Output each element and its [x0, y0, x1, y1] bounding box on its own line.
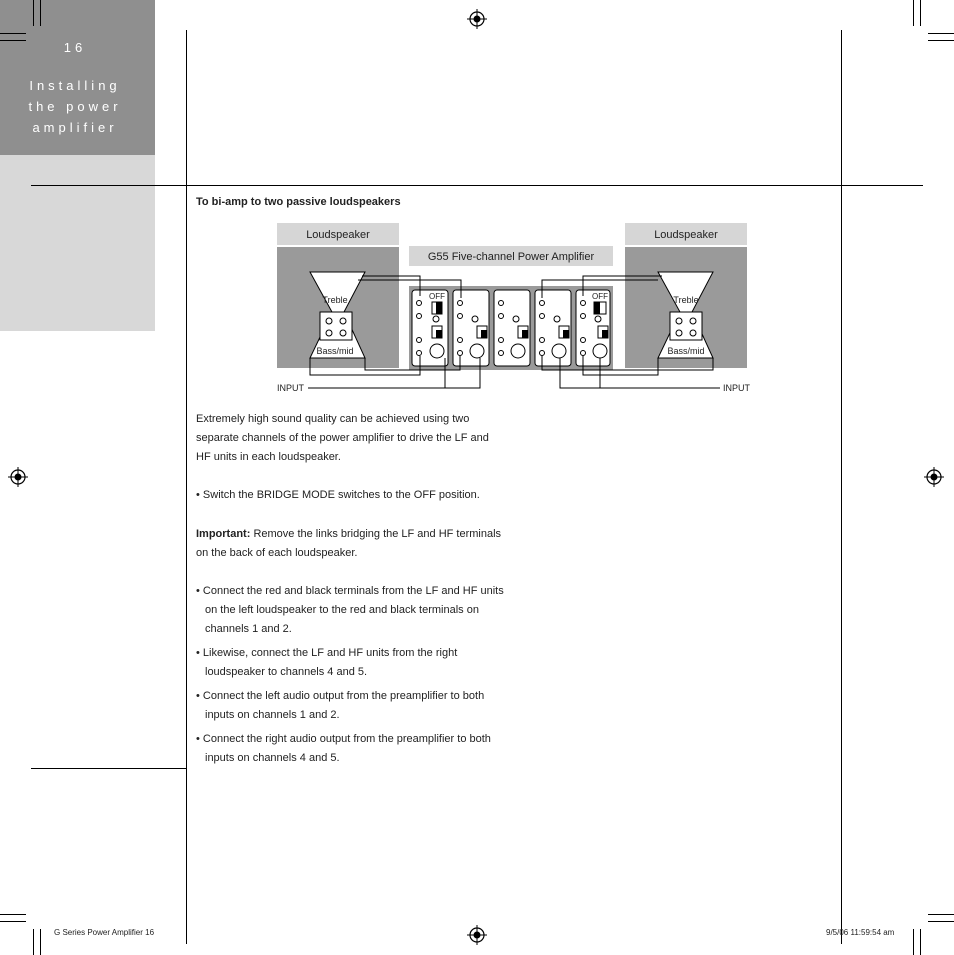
registration-mark-icon [8, 467, 28, 487]
footer-rule [31, 768, 186, 769]
wiring-diagram [270, 220, 755, 400]
important-note [196, 525, 506, 563]
off-label-1: OFF [429, 292, 445, 301]
list-item: • Connect the left audio output from the preamplifier to both inputs on channels 1 and 2. [196, 690, 485, 721]
registration-mark-icon [924, 467, 944, 487]
section-title-line-3: amplifier [32, 120, 118, 135]
crop-mark [913, 929, 914, 955]
crop-mark [40, 929, 41, 955]
important-label: Important: [196, 528, 251, 540]
input-label-right: INPUT [723, 383, 750, 393]
registration-mark-icon [467, 9, 487, 29]
footer-left: G Series Power Amplifier 16 [54, 928, 155, 937]
column-divider [186, 30, 187, 944]
left-treble-label: Treble [322, 295, 348, 305]
crop-mark [928, 33, 954, 34]
crop-mark [40, 0, 41, 26]
crop-mark [33, 0, 34, 26]
right-margin-line [841, 30, 842, 944]
section-title-line-2: the power [28, 99, 122, 114]
right-bassmid-label: Bass/mid [667, 346, 705, 356]
crop-mark [0, 921, 26, 922]
right-terminal-block [670, 312, 702, 340]
section-sidebar [0, 0, 155, 155]
section-title-line-1: Installing [29, 78, 121, 93]
crop-mark [920, 929, 921, 955]
intro-paragraph: Extremely high sound quality can be achieved using two separate channels of the power amplifier to drive the LF and HF units in each loudspeaker. [196, 413, 489, 463]
crop-mark [913, 0, 914, 26]
left-speaker-label: Loudspeaker [306, 229, 370, 241]
registration-mark-icon [467, 925, 487, 945]
crop-mark [33, 929, 34, 955]
crop-mark [920, 0, 921, 26]
right-treble-label: Treble [673, 295, 699, 305]
right-speaker-label: Loudspeaker [654, 229, 718, 241]
list-item: • Connect the right audio output from the preamplifier to both inputs on channels 4 and 5. [196, 733, 491, 764]
list-item: • Likewise, connect the LF and HF units from the right loudspeaker to channels 4 and 5. [196, 647, 458, 678]
switch-instruction: • Switch the BRIDGE MODE switches to the OFF position. [196, 489, 480, 501]
header-rule [31, 185, 923, 186]
off-label-2: OFF [592, 292, 608, 301]
footer-right: 9/5/06 11:59:54 am [826, 928, 895, 937]
input-label-left: INPUT [277, 383, 304, 393]
sidebar-footer-panel [0, 155, 155, 331]
list-item: • Connect the red and black terminals from the LF and HF units on the left loudspeaker to the red and black terminals on channels 1 and 2. [196, 585, 504, 635]
page-number: 16 [63, 40, 87, 55]
left-terminal-block [320, 312, 352, 340]
amp-label: G55 Five-channel Power Amplifier [427, 251, 595, 263]
crop-mark [0, 33, 26, 34]
important-text: Remove the links bridging the LF and HF terminals on the back of each loudspeaker. [196, 528, 502, 559]
diagram-heading: To bi-amp to two passive loudspeakers [196, 196, 401, 208]
crop-mark [928, 921, 954, 922]
left-bassmid-label: Bass/mid [316, 346, 354, 356]
crop-mark [928, 40, 954, 41]
crop-mark [928, 914, 954, 915]
crop-mark [0, 914, 26, 915]
